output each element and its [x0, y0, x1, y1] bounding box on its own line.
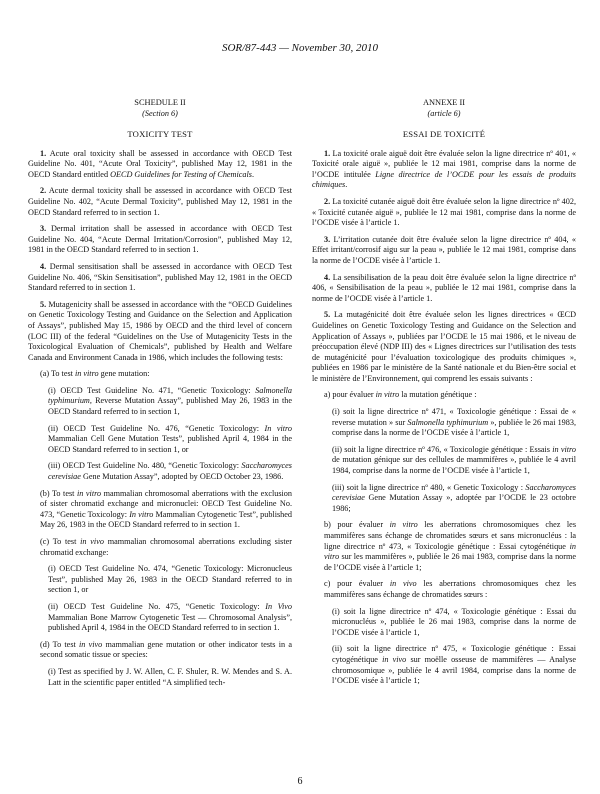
item-text: mammalian gene mutation or other indicator tests in a second somatic tissue or species: — [40, 639, 292, 660]
item-text: mammalian chromosomal aberrations excluding sister chromatid exchange: — [40, 537, 292, 557]
paragraph-2 — [28, 186, 292, 218]
italic-text: In Vivo — [265, 601, 292, 611]
paragraphe-2 — [312, 197, 576, 229]
paragraph-number: 3. — [40, 224, 47, 234]
paragraphe-4 — [312, 273, 576, 305]
paragraph-5 — [28, 300, 292, 364]
item-text: (ii) soit la ligne directrice nº 476, « Toxicologie génétique : Essais — [332, 444, 553, 454]
paragraph-number: 1. — [40, 148, 47, 158]
italic-text: OECD Guidelines for Testing of Chemicals — [110, 169, 252, 179]
paragraphe-3 — [312, 235, 576, 267]
item-c-i: (i) OECD Test Guideline No. 474, “Genetic Toxicology: Micronucleus Test”, published May 26, 1983 in the OECD Standard referred to in section 1, or — [48, 564, 292, 595]
paragraph-text: . — [251, 169, 254, 179]
paragraph-number: 5. — [40, 299, 47, 309]
item-text: b) pour évaluer — [324, 520, 390, 530]
alinea-a-i — [312, 407, 576, 439]
item-a — [28, 369, 292, 380]
schedule-title: TOXICITY TEST — [127, 129, 193, 139]
running-head: SOR/87-443 — November 30, 2010 — [221, 42, 379, 54]
paragraph-text: Acute dermal toxicity shall be assessed in accordance with OECD Test Guideline No. 402, “Acute Dermal Toxicity”, published May 12, 1981 in the OECD Standard referred to in section 1. — [28, 186, 292, 217]
italic-text: in vitro — [324, 541, 576, 562]
item-text: Mammalian Cytogenetic Test”, published May 26, 1983 in the OECD Standard referred to in section 1. — [40, 509, 292, 530]
paragraph-text: . — [345, 180, 348, 190]
alinea-c-ii — [312, 644, 576, 686]
item-text: (iii) soit la ligne directrice nº 480, « Genetic Toxicology : — [332, 482, 526, 492]
italic-text: In vitro — [264, 423, 293, 433]
item-d — [28, 640, 292, 661]
italic-text: Ligne directrice de l’OCDE pour les essais de produits chimiques — [312, 169, 576, 190]
paragraph-3 — [28, 224, 292, 256]
paragraph-text: Dermal sensitisation shall be assessed in accordance with OECD Test Guideline No. 406, “Skin Sensitisation”, published May 12, 1981 in the OECD Standard referred to in section 1. — [28, 261, 292, 293]
item-text: de mutation génique sur des cellules de mammifères », publiée le 4 avril 1984, comprise dans la norme de l’OCDE visée à l’article 1, — [332, 455, 576, 476]
item-text: (i) soit la ligne directrice nº 471, « Toxicologie génétique : Essai de « reverse mutation » sur — [332, 407, 576, 427]
paragraph-number: 1. — [324, 148, 331, 158]
item-text: gene mutation: — [98, 369, 150, 379]
italic-text: in vitro — [389, 520, 418, 530]
french-column — [312, 98, 576, 693]
item-text: (ii) soit la ligne directrice nº 475, « Toxicologie génétique : Essai cytogénétique — [332, 644, 576, 664]
paragraph-text: La toxicité orale aiguë doit être évaluée selon la ligne directrice nº 401, « Toxicité orale aiguë », publiée le 12 mai 1981, comprise dans la norme de l’OCDE intitulée — [312, 148, 577, 179]
item-text: (d) To test — [40, 639, 80, 649]
item-b — [28, 489, 292, 531]
alinea-a — [312, 390, 576, 401]
item-text: Mammalian Bone Marrow Cytogenetic Test — Chromosomal Analysis”, published April 4, 1984 in the OECD Standard referred to in section 1. — [48, 612, 292, 633]
alinea-c-i: (i) soit la ligne directrice nº 474, « Toxicologie génétique : Essai du micronucléus », publiée le 26 mai 1983, comprise dans la norme de l’OCDE visée à l’article 1, — [332, 606, 576, 637]
paragraph-text: Mutagenicity shall be assessed in accordance with the “OECD Guidelines on Genetic Toxicology Testing and Guidance on the Selection and Application of Assays”, published May 15, 1986 by OECD and the third level of concern (LOC III) of the federal “Guidelines on the Use of Mutagenicity Tests in the Toxicological Evaluation of Chemicals”, published by Health and Welfare Canada and Environment Canada in 1986, which includes the following tests: — [28, 299, 292, 362]
item-text: c) pour évaluer — [324, 579, 390, 589]
item-text: (iii) OECD Test Guideline No. 480, “Genetic Toxicology: — [48, 461, 242, 471]
item-text: la mutation génétique : — [399, 390, 477, 400]
italic-text: in vivo — [382, 654, 407, 664]
schedule-heading: SCHEDULE II — [134, 98, 186, 107]
italic-text: in vitro — [74, 369, 99, 379]
alinea-b — [312, 520, 576, 573]
paragraph-number: 2. — [40, 186, 47, 196]
italic-text: in vitro — [375, 390, 400, 400]
paragraph-text: La mutagénicité doit être évaluée selon les lignes directrices « ŒCD Guidelines on Genetic Toxicology Testing and Guidance on the Selection and Application of Assays », publiées par l’OCDE le 15 mai 1986, et le niveau de préoccupation élevé (NDP III) des « Lignes directrices sur l’utilisation des tests de mutagénicité pour l’évaluation toxicologique des produits chimiques », publiées en 1986 par le ministère de la Santé nationale et du Bien-être social et le ministère de l’Environnement, qui comprend les essais suivants : — [312, 310, 577, 383]
english-column — [28, 98, 292, 694]
italic-text: in vivo — [80, 537, 104, 546]
paragraph-number: 4. — [40, 261, 47, 271]
item-a-i — [28, 386, 292, 418]
paragraph-text: Acute oral toxicity shall be assessed in accordance with OECD Test Guideline No. 401, “Acute Oral Toxicity”, published May 12, 1981 in the OECD Standard entitled — [28, 148, 292, 179]
italic-text: in vitro — [76, 488, 102, 498]
annex-article-ref: (article 6) — [427, 108, 461, 118]
italic-text: In vitro — [129, 509, 154, 519]
item-text: les aberrations chromosomiques chez les mammifères sans échange de chromatides sœurs : — [324, 579, 577, 599]
item-a-ii — [28, 424, 292, 456]
italic-text: Salmonella typhimurium — [48, 385, 292, 406]
italic-text: in vivo — [79, 639, 103, 649]
alinea-a-iii — [312, 483, 576, 515]
paragraph-text: Dermal irritation shall be assessed in accordance with OECD Test Guideline No. 404, “Acute Dermal Irritation/Corrosion”, published May 12, 1981 in the OECD Standard referred to in section 1. — [28, 224, 293, 255]
item-text: (i) OECD Test Guideline No. 471, “Genetic Toxicology: — [48, 385, 256, 395]
page-number: 6 — [297, 776, 303, 787]
item-a-iii — [28, 461, 292, 482]
item-text: », publiée le 26 mai 1983, comprise dans la norme de l’OCDE visée à l’article 1, — [332, 417, 577, 438]
item-text: (ii) OECD Test Guideline No. 475, “Genetic Toxicology: — [48, 601, 266, 611]
item-text: (b) To test — [40, 488, 77, 498]
italic-text: Saccharomyces cerevisiae — [48, 461, 292, 482]
paragraph-1 — [28, 149, 292, 181]
paragraphe-1 — [312, 149, 576, 191]
alinea-c — [312, 579, 576, 600]
italic-text: Saccharomyces cerevisiae — [332, 482, 576, 503]
item-text: (ii) OECD Test Guideline No. 476, “Genetic Toxicology: — [48, 423, 265, 433]
paragraphe-5 — [312, 310, 576, 384]
alinea-a-ii — [312, 445, 576, 477]
item-text: sur les mammifères », publiée le 26 mai 1983, comprise dans la norme de l’OCDE visée à l’article 1; — [324, 552, 576, 572]
paragraph-number: 4. — [324, 272, 331, 282]
annex-title: ESSAI DE TOXICITÉ — [402, 129, 486, 139]
paragraph-4 — [28, 262, 292, 294]
item-text: (a) To test — [40, 369, 75, 379]
item-text: Mammalian Cell Gene Mutation Tests”, published April 4, 1984 in the OECD Standard referred to in section 1, or — [48, 434, 292, 454]
item-text: mammalian chromosomal aberrations with the exclusion of sister chromatid exchange and micronuclei: OECD Test Guideline No. 473, “Genetic Toxicology: — [40, 488, 292, 519]
item-text: (c) To test — [40, 537, 81, 546]
item-text: sur moëlle osseuse de mammifères — Analyse chromosomique », publiée le 4 avril 1984, comprise dans la norme de l’OCDE visée à l’article 1; — [332, 654, 576, 686]
paragraph-text: La sensibilisation de la peau doit être évaluée selon la ligne directrice nº 406, « Sensibilisation de la peau », publiée le 12 mai 1981, comprise dans la norme de l’OCDE visée à l’article 1. — [312, 272, 577, 303]
item-text: les aberrations chromosomiques chez les mammifères sans échange de chromatides sœurs et sans micronucléus : la ligne directrice nº 473, « Toxicologie génétique : Essai cytogénétique — [324, 520, 577, 551]
item-text: Gene Mutation Assay », adoptée par l’OCDE le 23 octobre 1986; — [332, 493, 576, 513]
item-text: , Reverse Mutation Assay”, published May 26, 1983 in the OECD Standard referred to in section 1, — [48, 396, 292, 417]
item-d-i: (i) Test as specified by J. W. Allen, C. F. Shuler, R. W. Mendes and S. A. Latt in the scientific paper entitled “A simplified tech- — [48, 666, 292, 687]
paragraph-number: 3. — [324, 234, 331, 244]
item-text: Gene Mutation Assay”, adopted by OECD October 23, 1986. — [80, 472, 284, 482]
item-c — [28, 537, 292, 558]
paragraph-text: La toxicité cutanée aiguë doit être évaluée selon la ligne directrice nº 402, « Toxicité cutanée aiguë », publiée le 12 mai 1981, comprise dans la norme de l’OCDE visée à l’article 1. — [312, 196, 577, 228]
paragraph-number: 5. — [324, 310, 331, 320]
annex-heading: ANNEXE II — [422, 98, 466, 107]
paragraph-number: 2. — [324, 196, 331, 206]
italic-text: Salmonella typhimurium — [407, 417, 489, 427]
paragraph-text: L’irritation cutanée doit être évaluée selon la ligne directrice nº 404, « Effet irritant/corrosif aigu sur la peau », publiée le 12 mai 1981, comprise dans la norme de l’OCDE visée à l’article 1. — [312, 234, 576, 265]
item-text: a) pour évaluer — [324, 390, 376, 400]
item-c-ii — [28, 602, 292, 634]
italic-text: in vitro — [552, 444, 576, 454]
schedule-section-ref: (Section 6) — [142, 108, 178, 118]
italic-text: in vivo — [389, 579, 417, 589]
